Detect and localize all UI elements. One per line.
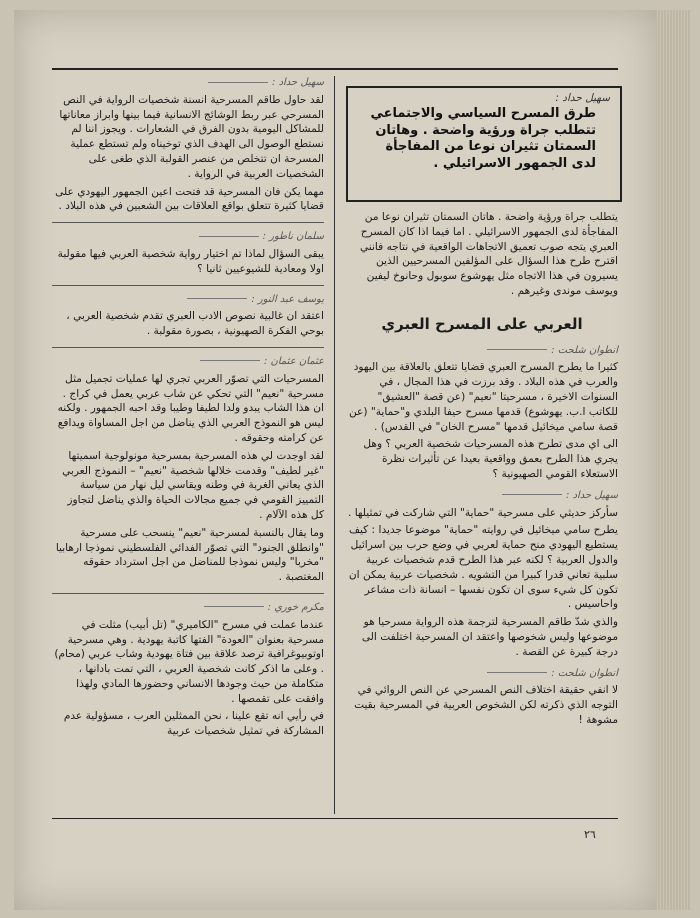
- divider: [52, 347, 324, 348]
- speaker-label: يوسف عبد النور :: [52, 293, 324, 308]
- pull-quote-text: طرق المسرح السياسي والاجتماعي تتطلب جراة ورؤية واضحة . وهاتان السمتان تثيران نوعا من المفاجأة لدى الجمهور الاسرائيلي .: [370, 106, 596, 171]
- paragraph: المسرحيات التي تصوّر العربي تجري لها عمليات تجميل مثل مسرحية "نعيم" التي تحكي عن شاب عربي يعمل في كراج . ان هذا الشاب يبدو ولدا لطيفا وطيبا وقد احبه الجمهور . ولكنه ليس هو النموذج العربي الذي يناضل من اجل المساواة ويدافع عن كرامته وحقوقه .: [57, 372, 324, 444]
- paragraph: عندما عملت في مسرح "الكاميري" (تل أبيب) مثلت في مسرحية بعنوان "العودة" الفتها كاتبة يهودية . وهي مسرحية اوتوبيوغرافية ترصد علاقة بين فتاة يهودية وشاب عربي (محام) . وعلى ما اذكر كانت شخصية العربي ، التي تمت بادانها ، متكاملة من حيث وجودها الانساني وحضورها المادي ولهذا وافقت على تقمصها .: [54, 618, 324, 705]
- divider: [52, 285, 324, 286]
- paragraph: سأركز حديثي على مسرحية "حماية" التي شاركت في تمثيلها .: [347, 506, 618, 519]
- page-edge: [656, 10, 690, 910]
- paragraph: كثيرا ما يطرح المسرح العبري قضايا تتعلق بالعلاقة بين اليهود والعرب في هذه البلاد . وقد برزت في هذا المجال ، في السنوات الاخيرة ، مسرحيتا "نعيم" (عن قصة "العشيق" للكاتب ا.ب. يهوشوع) قدمها مسرح حيفا البلدي و"حماية" (عن قصة سامي ميخائيل قدمها "مسرح الخان" في القدس) .: [348, 361, 618, 433]
- left-column: [52, 76, 324, 742]
- paragraph: لقد حاول طاقم المسرحية انسنة شخصيات الرواية في النص المسرحي عبر ربط الوشائج الانسانية فيما بينها وابراز معاناتها للمشاكل اليومية بدون الفرق في الشعارات . ويجوز اننا لم نستطع الوصول الى الهدف الذي توخيناه ولم تستطع عملية المسرحة ان تتخلص من عنصر القولبة الذي طغى على الشخصيات العربية في الرواية .: [59, 93, 324, 180]
- paragraph: مهما يكن فان المسرحية قد فتحت اعين الجمهور اليهودي على قضايا كثيرة تتعلق بواقع العلاقات بين الشعبين في هذه البلاد .: [55, 185, 324, 213]
- divider: [52, 593, 324, 594]
- speaker-label: انطوان شلحت :: [346, 344, 618, 359]
- paragraph: يطرح سامي ميخائيل في روايته "حماية" موضوعا جديدا : كيف يستطيع اليهودي منح حماية لعربي في وضع حرب بين اسرائيل والدول العربية ؟ لكنه عبر هذا الطرح قدم شخصيات عربية سلبية تعاني قدرا كبيرا من التشويه . شخصيات عربية يمكن ان تكون كل شيء سوى ان تكون نفسها – انسانة ذات مشاعر واحاسيس .: [348, 524, 618, 611]
- speaker-label: سهيل حداد :: [52, 76, 324, 91]
- speaker-label: انطوان شلحت :: [346, 667, 618, 682]
- pull-quote-box: [346, 86, 622, 202]
- bottom-rule: [52, 818, 618, 819]
- paragraph: اعتقد ان غالبية نصوص الادب العبري تقدم شخصية العربي ، بوحي الفكرة الصهيونية ، بصورة مقولبة .: [66, 310, 324, 338]
- intro-paragraph: يتطلب جراة ورؤية واضحة . هاتان السمتان تثيران نوعا من المفاجأة لدى الجمهور الاسرائيلي . اما فيما اذا كان المسرح العبري يتجه صوب تعميق الاتجاهات الواقعية في نتاجه فانني اقترح طرح هذا السؤال على المؤلفين المسرحيين الذين يسيرون في هذا الاتجاه مثل يهوشوع سوبول وحانوخ ليفين ويوسف موندى وغيرهم .: [359, 211, 618, 297]
- speaker-label: عثمان عثمان :: [52, 355, 324, 370]
- page-number: ٢٦: [584, 828, 596, 841]
- paragraph: في رأيي انه تقع علينا ، نحن الممثلين العرب ، مسؤولية عدم المشاركة في تمثيل شخصيات عربية: [63, 710, 324, 738]
- divider: [52, 222, 324, 223]
- paragraph: لقد اوجدت لي هذه المسرحية بمسرحية مونولوجية اسميتها "غير لطيف" وقدمت خلالها شخصية "نعيم" – النموذج العربي الذي يعاني الغربة في وطنه ويقاسي ليل نهار من سياسة التمييز القومي في جميع مجالات الحياة والذي يناضل لتجاوز كل هذه الآلام .: [62, 449, 324, 521]
- paragraph: يبقى السؤال لماذا تم اختيار رواية شخصية العربي فيها مقولبة اولا ومعادية للشيوعيين ثانيا ؟: [57, 247, 324, 275]
- column-divider: [334, 76, 335, 814]
- speaker-label: مكرم خوري :: [52, 601, 324, 616]
- pull-quote-speaker: سهيل حداد :: [555, 92, 610, 104]
- speaker-label: سهيل حداد :: [346, 489, 618, 504]
- paragraph: لا انفي حقيقة اختلاف النص المسرحي عن النص الروائي في التوجه الذي ذكرته لكن الشخوص العربية في المسرحية بقيت مشوهة !: [354, 684, 618, 726]
- top-rule: [52, 68, 618, 70]
- speaker-label: سلمان ناطور :: [52, 230, 324, 245]
- paragraph: والذي شدّ طاقم المسرحية لترجمة هذه الرواية مسرحيا هو موضوعها وليس شخوصها واعتقد ان المسرحية اختلفت الى درجة كبيرة عن القصة .: [361, 616, 618, 658]
- section-heading: العربي على المسرح العبري: [381, 314, 583, 333]
- paragraph: الى اي مدى تطرح هذه المسرحيات شخصية العربي ؟ وهل يجري هذا الطرح بعمق وواقعية بعيدا عن تأثيرات نظرة الاستعلاء القومي الصهيونية ؟: [363, 438, 618, 480]
- right-column: [346, 210, 618, 731]
- paragraph: وما يقال بالنسبة لمسرحية "نعيم" ينسحب على مسرحية "وانطلق الجنود" التي تصوّر الفدائي الفلسطيني نموذجا ارهابيا "مخربا" وليس نموذجا للمناضل من اجل استرداد حقوقه المغتصبة .: [55, 526, 324, 584]
